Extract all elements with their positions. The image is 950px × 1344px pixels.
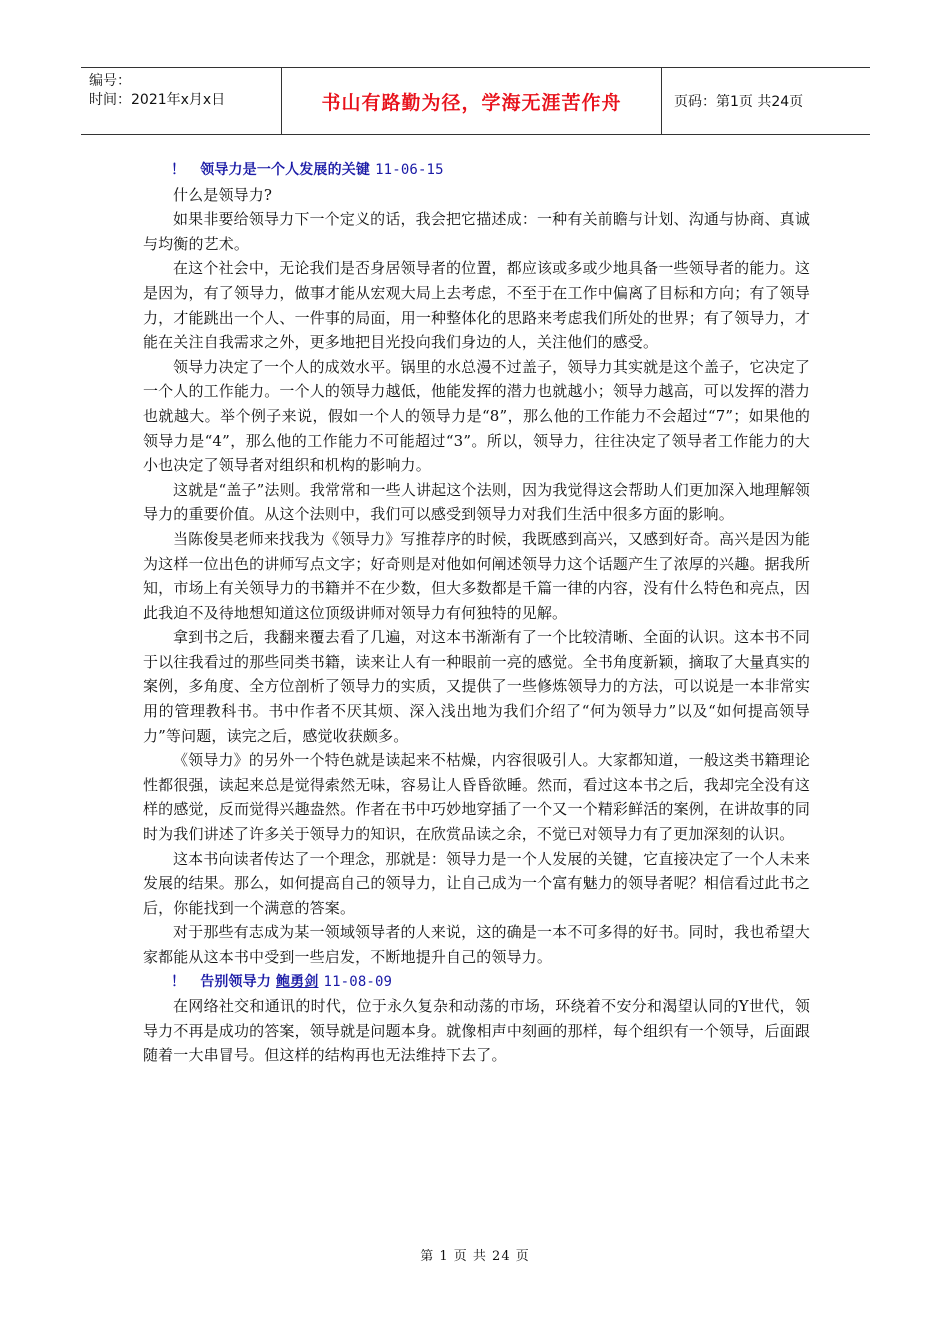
paragraph: 什么是领导力? bbox=[173, 185, 273, 204]
article-date: 11-08-09 bbox=[323, 973, 393, 990]
paragraph: 领导力决定了一个人的成效水平。锅里的水总漫不过盖子，领导力其实就是这个盖子，它决定了一个人的工作能力。一个人的领导力越低，他能发挥的潜力也就越小；领导力越高，可以发挥的潜力也就越大。举个例子来说，假如一个人的领导力是“8”，那么他的工作能力不会超过“7”；如果他的领导力是“4”，那么他的工作能力不可能超过“3”。所以，领导力，往往决定了领导者工作能力的大小也决定了领导者对组织和机构的影响力。 bbox=[143, 357, 810, 475]
article-heading bbox=[143, 970, 810, 995]
paragraph: 《领导力》的另外一个特色就是读起来不枯燥，内容很吸引人。大家都知道，一般这类书籍理论性都很强，读起来总是觉得索然无味，容易让人昏昏欲睡。然而，看过这本书之后，我却完全没有这样的感觉，反而觉得兴趣盎然。作者在书中巧妙地穿插了一个又一个精彩鲜活的案例，在讲故事的同时为我们讲述了许多关于领导力的知识，在欣赏品读之余，不觉已对领导力有了更加深刻的认识。 bbox=[143, 751, 810, 844]
article-date: 11-06-15 bbox=[375, 162, 444, 178]
article-title: 领导力是一个人发展的关键 bbox=[200, 162, 371, 178]
paragraph: 拿到书之后，我翻来覆去看了几遍，对这本书渐渐有了一个比较清晰、全面的认识。这本书不同于以往我看过的那些同类书籍，读来让人有一种眼前一亮的感觉。全书角度新颖，摘取了大量真实的案例，多角度、全方位剖析了领导力的实质，又提供了一些修炼领导力的方法，可以说是一本非常实用的管理教科书。书中作者不厌其烦、深入浅出地为我们介绍了“何为领导力”以及“如何提高领导力”等问题，读完之后，感觉收获颇多。 bbox=[143, 628, 810, 745]
header-motto-cell bbox=[282, 68, 662, 134]
paragraph: 对于那些有志成为某一领域领导者的人来说，这的确是一本不可多得的好书。同时，我也希望大家都能从这本书中受到一些启发，不断地提升自己的领导力。 bbox=[143, 923, 810, 966]
header-motto: 书山有路勤为径，学海无涯苦作舟 bbox=[321, 91, 622, 114]
heading-mark: ！ bbox=[171, 162, 186, 178]
paragraph: 这本书向读者传达了一个理念，那就是：领导力是一个人发展的关键，它直接决定了一个人未来发展的结果。那么，如何提高自己的领导力，让自己成为一个富有魅力的领导者呢？相信看过此书之后，你能找到一个满意的答案。 bbox=[143, 849, 810, 917]
header-page-info: 页码：第1页 共24页 bbox=[674, 94, 804, 110]
article-title: 告别领导力 bbox=[200, 973, 271, 990]
header-meta-cell bbox=[81, 68, 282, 134]
article-heading bbox=[143, 158, 810, 183]
document-number-label: 编号： bbox=[89, 73, 131, 89]
header-page-cell bbox=[662, 68, 870, 134]
paragraph: 这就是“盖子”法则。我常常和一些人讲起这个法则，因为我觉得这会帮助人们更加深入地理解领导力的重要价值。从这个法则中，我们可以感受到领导力对我们生活中很多方面的影响。 bbox=[143, 480, 810, 524]
paragraph: 在这个社会中，无论我们是否身居领导者的位置，都应该或多或少地具备一些领导者的能力。这是因为，有了领导力，做事才能从宏观大局上去考虑，不至于在工作中偏离了目标和方向；有了领导力，才能跳出一个人、一件事的局面，用一种整体化的思路来考虑我们所处的世界；有了领导力，才能在关注自我需求之外，更多地把目光投向我们身边的人，关注他们的感受。 bbox=[143, 259, 810, 352]
paragraph: 当陈俊昊老师来找我为《领导力》写推荐序的时候，我既感到高兴，又感到好奇。高兴是因为能为这样一位出色的讲师写点文字；好奇则是对他如何阐述领导力这个话题产生了浓厚的兴趣。据我所知，市场上有关领导力的书籍并不在少数，但大多数都是千篇一律的内容，没有什么特色和亮点，因此我迫不及待地想知道这位顶级讲师对领导力有何独特的见解。 bbox=[143, 529, 810, 622]
document-header bbox=[81, 67, 870, 135]
heading-mark: ！ bbox=[171, 973, 186, 990]
article-author-link[interactable]: 鲍勇剑 bbox=[276, 973, 319, 990]
document-date-label: 时间：2021年x月x日 bbox=[89, 92, 226, 108]
paragraph: 在网络社交和通讯的时代，位于永久复杂和动荡的市场，环绕着不安分和渴望认同的Y世代，领导力不再是成功的答案，领导就是问题本身。就像相声中刻画的那样，每个组织有一个领导，后面跟随着一大串冒号。但这样的结构再也无法维持下去了。 bbox=[143, 997, 810, 1065]
page-footer: 第 1 页 共 24 页 bbox=[420, 1249, 530, 1264]
paragraph: 如果非要给领导力下一个定义的话，我会把它描述成：一种有关前瞻与计划、沟通与协商、真诚与均衡的艺术。 bbox=[143, 210, 810, 253]
document-body bbox=[143, 158, 810, 1068]
